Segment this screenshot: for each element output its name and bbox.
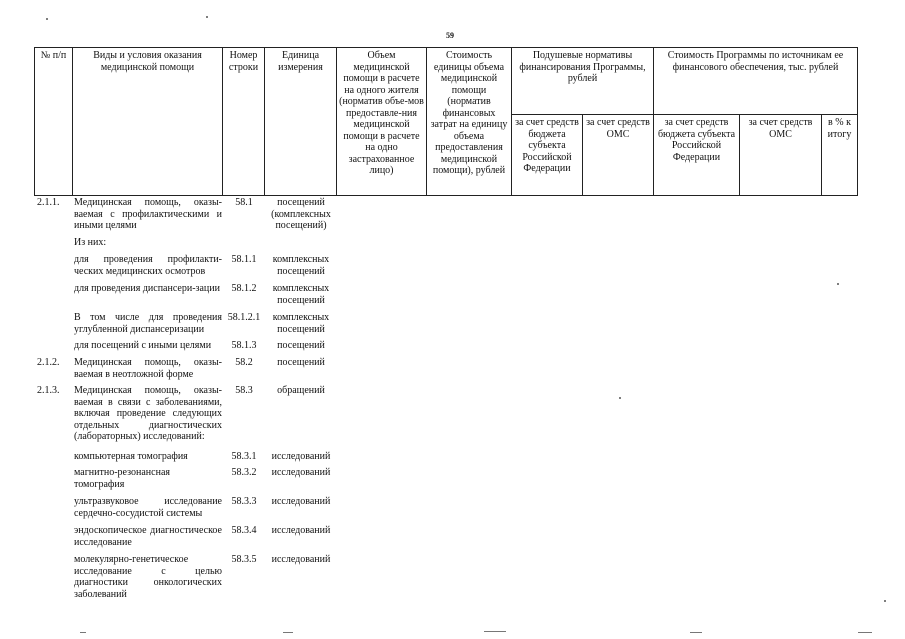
row-line: 58.3.4	[231, 525, 257, 536]
header-sub-budget-2: за счет средств бюджета субъекта Российской Федерации	[654, 115, 740, 196]
row-line: 58.3.1	[231, 451, 257, 462]
row-name: Медицинская помощь, оказы-ваемая в связи с заболеваниями, включая проведение следующих отдельных диагностических (лабораторных) исследований:	[74, 385, 222, 442]
row-name: для проведения профилакти-ческих медицинских осмотров	[74, 254, 222, 277]
row-name: молекулярно-генетическое исследование с целью диагностики онкологических заболеваний	[74, 554, 222, 600]
scan-mark	[690, 632, 702, 633]
row-unit: исследований	[271, 496, 331, 507]
header-num: № п/п	[35, 48, 73, 196]
row-name: магнитно-резонансная томография	[74, 467, 170, 490]
scan-mark	[80, 632, 86, 633]
row-name: В том числе для проведения углубленной диспансеризации	[74, 312, 222, 335]
scan-mark	[283, 632, 293, 633]
row-name: компьютерная томография	[74, 451, 188, 462]
scan-speck	[884, 600, 886, 602]
row-line: 58.3.2	[231, 467, 257, 478]
row-line: 58.3.5	[231, 554, 257, 565]
row-name: Медицинская помощь, оказы-ваемая с профилактическими и иными целями	[74, 197, 222, 231]
row-unit: исследований	[271, 525, 331, 536]
scan-speck	[206, 16, 208, 18]
header-percapita: Подушевые нормативы финансирования Программы, рублей	[512, 48, 654, 115]
row-line: 58.1.2.1	[227, 312, 261, 323]
row-line: 58.1	[235, 197, 253, 208]
row-line: 58.1.1	[231, 254, 257, 265]
row-name: Медицинская помощь, оказы-ваемая в неотложной форме	[74, 357, 222, 380]
scan-mark	[858, 632, 872, 633]
page-number: 59	[446, 31, 454, 40]
row-unit: посещений (комплексных посещений)	[271, 197, 331, 231]
row-unit: посещений	[277, 357, 325, 368]
row-name: для посещений с иными целями	[74, 340, 212, 351]
header-sub-percent: в % к итогу	[822, 115, 858, 196]
header-unit: Единица измерения	[265, 48, 337, 196]
row-line: 58.2	[235, 357, 253, 368]
row-number: 2.1.1.	[37, 197, 60, 208]
row-name: Из них:	[74, 237, 107, 248]
header-sub-oms: за счет средств ОМС	[583, 115, 654, 196]
scan-speck	[837, 283, 839, 285]
scan-speck	[46, 18, 48, 20]
row-unit: комплексных посещений	[272, 254, 330, 277]
header-kind: Виды и условия оказания медицинской помощи	[73, 48, 223, 196]
row-name: ультразвуковое исследование сердечно-сосудистой системы	[74, 496, 222, 519]
scan-mark	[484, 631, 506, 632]
header-sub-budget: за счет средств бюджета субъекта Российской Федерации	[512, 115, 583, 196]
header-volume: Объем медицинской помощи в расчете на одного жителя (норматив объе-мов предоставле-ния медицинской помощи в расчете на одно застрахованное лицо)	[337, 48, 427, 196]
row-unit: исследований	[271, 554, 331, 565]
row-number: 2.1.2.	[37, 357, 60, 368]
row-line: 58.1.2	[231, 283, 257, 294]
row-unit: обращений	[277, 385, 325, 396]
header-sub-oms-2: за счет средств ОМС	[740, 115, 822, 196]
header-cost: Стоимость единицы объема медицинской помощи (норматив финансовых затрат на единицу объема предоставления медицинской помощи), рублей	[427, 48, 512, 196]
row-unit: исследований	[271, 451, 331, 462]
row-unit: исследований	[271, 467, 331, 478]
row-unit: комплексных посещений	[272, 283, 330, 306]
row-unit: посещений	[277, 340, 325, 351]
header-line: Номер строки	[223, 48, 265, 196]
row-unit: комплексных посещений	[272, 312, 330, 335]
row-number: 2.1.3.	[37, 385, 60, 396]
row-name: эндоскопическое диагностическое исследование	[74, 525, 222, 548]
row-name: для проведения диспансери-зации	[74, 283, 220, 294]
row-line: 58.3.3	[231, 496, 257, 507]
header-program-cost: Стоимость Программы по источникам ее финансового обеспечения, тыс. рублей	[654, 48, 858, 115]
row-line: 58.1.3	[231, 340, 257, 351]
scan-speck	[619, 397, 621, 399]
row-line: 58.3	[235, 385, 253, 396]
header-table	[34, 47, 858, 196]
